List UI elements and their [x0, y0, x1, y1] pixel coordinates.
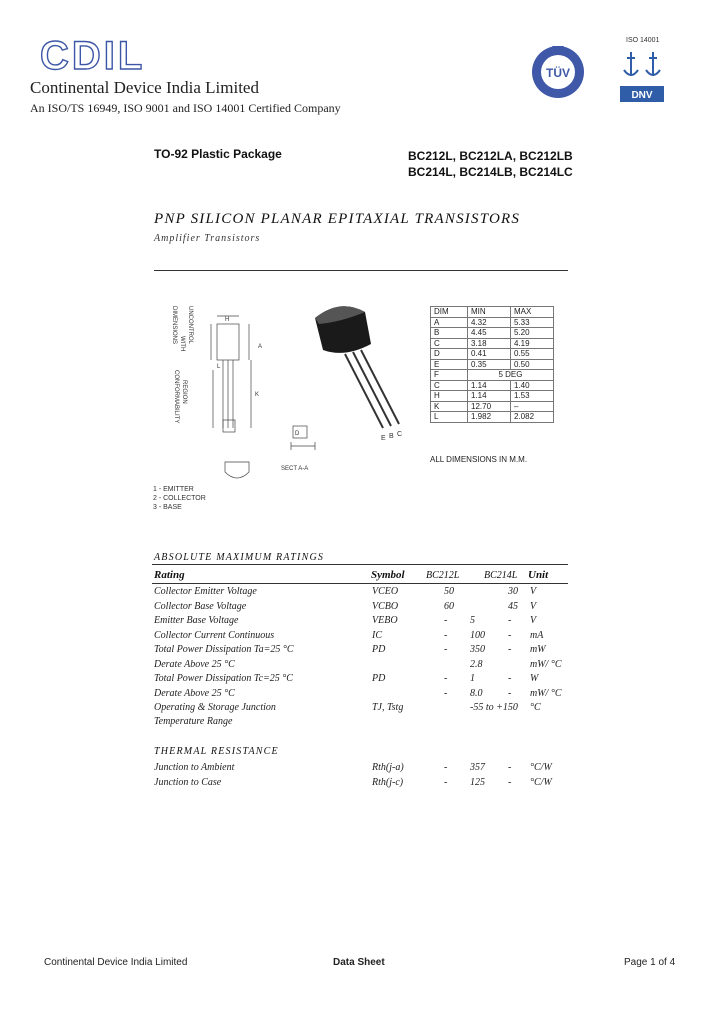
company-name: Continental Device India Limited — [30, 78, 259, 97]
thermal-row-unit-cell: °C/W — [530, 777, 552, 788]
rating-row-rating-cell: Derate Above 25 °C — [154, 658, 235, 670]
rating-row-symbol-cell: VCEO — [372, 586, 399, 597]
dim-cell: F — [431, 370, 468, 381]
divider — [152, 583, 568, 584]
dim-cell: 4.32 — [468, 317, 511, 328]
rating-row-v1-cell: 50 — [444, 586, 454, 597]
document-title: PNP SILICON PLANAR EPITAXIAL TRANSISTORS — [154, 211, 521, 227]
rating-row-rating-cell: Emitter Base Voltage — [154, 615, 239, 626]
table-row — [431, 317, 554, 328]
rating-row-symbol-cell: VCBO — [372, 600, 399, 612]
dim-cell: 5.33 — [511, 317, 554, 328]
dim-cell: B — [431, 328, 468, 339]
pin-legend-item: 2 - COLLECTOR — [153, 495, 206, 502]
rating-row-unit-cell: mW — [530, 644, 546, 655]
table-row — [431, 349, 554, 360]
rating-row-v1-cell: - — [444, 615, 448, 626]
table-row — [431, 391, 554, 402]
rating-row-rating-cell: Collector Emitter Voltage — [154, 586, 257, 597]
thermal-row-v2-cell: - — [508, 777, 512, 788]
rating-row-v1-cell: 60 — [444, 600, 454, 612]
dim-cell: – — [511, 401, 554, 412]
rating-row-mid-cell: 100 — [470, 629, 485, 641]
tuv-label: TÜV — [546, 66, 570, 80]
ratings-section-title: ABSOLUTE MAXIMUM RATINGS — [154, 552, 325, 563]
dim-cell: 4.45 — [468, 328, 511, 339]
dim-cell: 0.41 — [468, 349, 511, 360]
dim-cell: 2.082 — [511, 412, 554, 423]
pin-legend-item: 3 - BASE — [153, 504, 182, 511]
svg-text:REGION: REGION — [181, 380, 187, 404]
table-row — [431, 338, 554, 349]
tuv-certification-badge — [528, 40, 588, 100]
rating-row-unit-cell: V — [530, 600, 537, 612]
package-type: TO-92 Plastic Package — [154, 147, 282, 161]
dim-cell: L — [431, 412, 468, 423]
thermal-row-v1-cell: - — [444, 777, 448, 788]
footer-data-sheet: Data Sheet — [333, 957, 385, 968]
divider — [154, 270, 568, 271]
dim-cell: 1.982 — [468, 412, 511, 423]
rating-row-rating-cell: Operating & Storage Junction — [154, 702, 276, 713]
svg-text:CONFORMABILITY: CONFORMABILITY — [173, 370, 179, 424]
dim-header-dim: DIM — [431, 307, 468, 318]
table-row — [431, 328, 554, 339]
table-row — [431, 380, 554, 391]
dim-cell: 0.35 — [468, 359, 511, 370]
svg-text:K: K — [255, 392, 260, 398]
rating-row-mid-cell: 350 — [470, 644, 485, 655]
part-numbers-line-1: BC212L, BC212LA, BC212LB — [408, 149, 573, 163]
rating-row-v1-cell: - — [444, 687, 448, 699]
thermal-row-symbol-cell: Rth(j-c) — [372, 777, 404, 788]
svg-text:D: D — [295, 431, 300, 437]
table-row — [431, 359, 554, 370]
rating-row-v1-cell: - — [444, 629, 448, 641]
document-subtitle: Amplifier Transistors — [154, 233, 261, 244]
rating-row-v2-cell: - — [508, 644, 512, 655]
footer-company: Continental Device India Limited — [44, 957, 188, 968]
rating-row-mid-cell: -55 to +150 — [470, 702, 518, 713]
rating-row-symbol-cell: VEBO — [372, 615, 398, 626]
rating-row-mid-cell: 2.8 — [470, 658, 483, 670]
dim-cell: 3.18 — [468, 338, 511, 349]
rating-row-v2-cell: 45 — [508, 600, 518, 612]
divider — [152, 564, 568, 565]
rating-row-v1-cell: - — [444, 644, 448, 655]
rating-row-symbol-cell: TJ, Tstg — [372, 702, 404, 713]
thermal-row-mid-cell: 125 — [470, 777, 485, 788]
dimensions-note: ALL DIMENSIONS IN M.M. — [430, 455, 528, 464]
svg-text:L: L — [217, 364, 221, 370]
pin-label-e: E — [381, 435, 386, 442]
thermal-row-v2-cell: - — [508, 762, 512, 773]
certification-line: An ISO/TS 16949, ISO 9001 and ISO 14001 Certified Company — [30, 101, 341, 115]
rating-row-symbol-cell: PD — [372, 673, 386, 684]
rating-row-rating-cell: Total Power Dissipation Tc=25 °C — [154, 673, 293, 684]
rating-row-v1-cell: - — [444, 673, 448, 684]
dim-cell: 1.14 — [468, 380, 511, 391]
rating-row-rating-cell: Derate Above 25 °C — [154, 687, 235, 699]
thermal-section-title: THERMAL RESISTANCE — [154, 746, 279, 757]
rating-row-unit-cell: V — [530, 586, 537, 597]
pin-legend — [153, 485, 206, 512]
rating-row-unit-cell: mW/ °C — [530, 687, 562, 699]
iso-14001-mark: ISO 14001 — [626, 37, 660, 44]
table-row — [431, 370, 554, 381]
rating-row-rating-cell: Collector Base Voltage — [154, 600, 247, 612]
rating-row-mid-cell: 1 — [470, 673, 475, 684]
table-row — [431, 412, 554, 423]
thermal-row-v1-cell: - — [444, 762, 448, 773]
dim-cell: E — [431, 359, 468, 370]
pin-label-c: C — [397, 431, 403, 438]
thermal-row-symbol-cell: Rth(j-a) — [372, 762, 404, 773]
thermal-row-rating-cell: Junction to Ambient — [154, 762, 235, 773]
rating-row-v2-cell: 30 — [508, 586, 518, 597]
dim-cell: C — [431, 380, 468, 391]
dim-cell: H — [431, 391, 468, 402]
dim-cell: 1.53 — [511, 391, 554, 402]
rating-row-v2-cell: - — [508, 673, 512, 684]
thermal-row-mid-cell: 357 — [470, 762, 485, 773]
transistor-3d-illustration — [305, 298, 415, 443]
footer-page-number: Page 1 of 4 — [624, 957, 676, 968]
table-row — [431, 401, 554, 412]
rating-row-unit-cell: V — [530, 615, 537, 626]
dim-cell: A — [431, 317, 468, 328]
dim-cell: 5 DEG — [468, 370, 554, 381]
rating-row-v2-cell: - — [508, 615, 512, 626]
dnv-label: DNV — [631, 90, 653, 101]
pin-legend-item: 1 - EMITTER — [153, 486, 194, 493]
rating-row-rating-cell: Collector Current Continuous — [154, 629, 275, 641]
rating-row-symbol-cell: PD — [372, 644, 386, 655]
dimension-table — [430, 306, 554, 423]
part-numbers-line-2: BC214L, BC214LB, BC214LC — [408, 165, 573, 179]
svg-text:WITH: WITH — [179, 336, 185, 352]
col-header-bc214l: BC214L — [484, 570, 518, 581]
rating-row-symbol-cell: IC — [372, 629, 382, 641]
dim-header-min: MIN — [468, 307, 511, 318]
rating-row-rating-cell: Total Power Dissipation Ta=25 °C — [154, 644, 294, 655]
dim-header-max: MAX — [511, 307, 554, 318]
dim-cell: C — [431, 338, 468, 349]
thermal-row-rating-cell: Junction to Case — [154, 777, 222, 788]
dim-cell: 0.55 — [511, 349, 554, 360]
dim-cell: 12.70 — [468, 401, 511, 412]
rating-row-unit-cell: W — [530, 673, 539, 684]
col-header-bc212l: BC212L — [426, 570, 460, 581]
dim-cell: 0.50 — [511, 359, 554, 370]
dnv-certification-badge — [620, 46, 664, 104]
svg-text:A: A — [258, 344, 263, 350]
rating-row-mid-cell: 5 — [470, 615, 475, 626]
rating-row-rating-cont-cell: Temperature Range — [154, 716, 233, 727]
dimension-table-header — [431, 307, 554, 318]
dim-cell: 4.19 — [511, 338, 554, 349]
svg-text:DIMENSIONS: DIMENSIONS — [171, 306, 177, 345]
col-header-rating: Rating — [154, 569, 185, 581]
svg-text:H: H — [225, 317, 230, 323]
dim-cell: K — [431, 401, 468, 412]
thermal-row-unit-cell: °C/W — [530, 762, 552, 773]
svg-text:UNCONTROL: UNCONTROL — [187, 306, 193, 345]
rating-row-v2-cell: - — [508, 629, 512, 641]
dim-cell: 1.40 — [511, 380, 554, 391]
svg-text:SECT A-A: SECT A-A — [281, 466, 309, 472]
dim-cell: 1.14 — [468, 391, 511, 402]
rating-row-mid-cell: 8.0 — [470, 687, 483, 699]
rating-row-unit-cell: mW/ °C — [530, 658, 562, 670]
outline-drawing — [165, 296, 275, 486]
col-header-symbol: Symbol — [371, 569, 405, 581]
cdil-logo: CDIL — [40, 34, 146, 78]
rating-row-unit-cell: °C — [530, 702, 541, 713]
dim-cell: 5.20 — [511, 328, 554, 339]
rating-row-unit-cell: mA — [530, 629, 544, 641]
rating-row-v2-cell: - — [508, 687, 512, 699]
col-header-unit: Unit — [528, 569, 549, 581]
pin-label-b: B — [389, 433, 394, 440]
dim-cell: D — [431, 349, 468, 360]
